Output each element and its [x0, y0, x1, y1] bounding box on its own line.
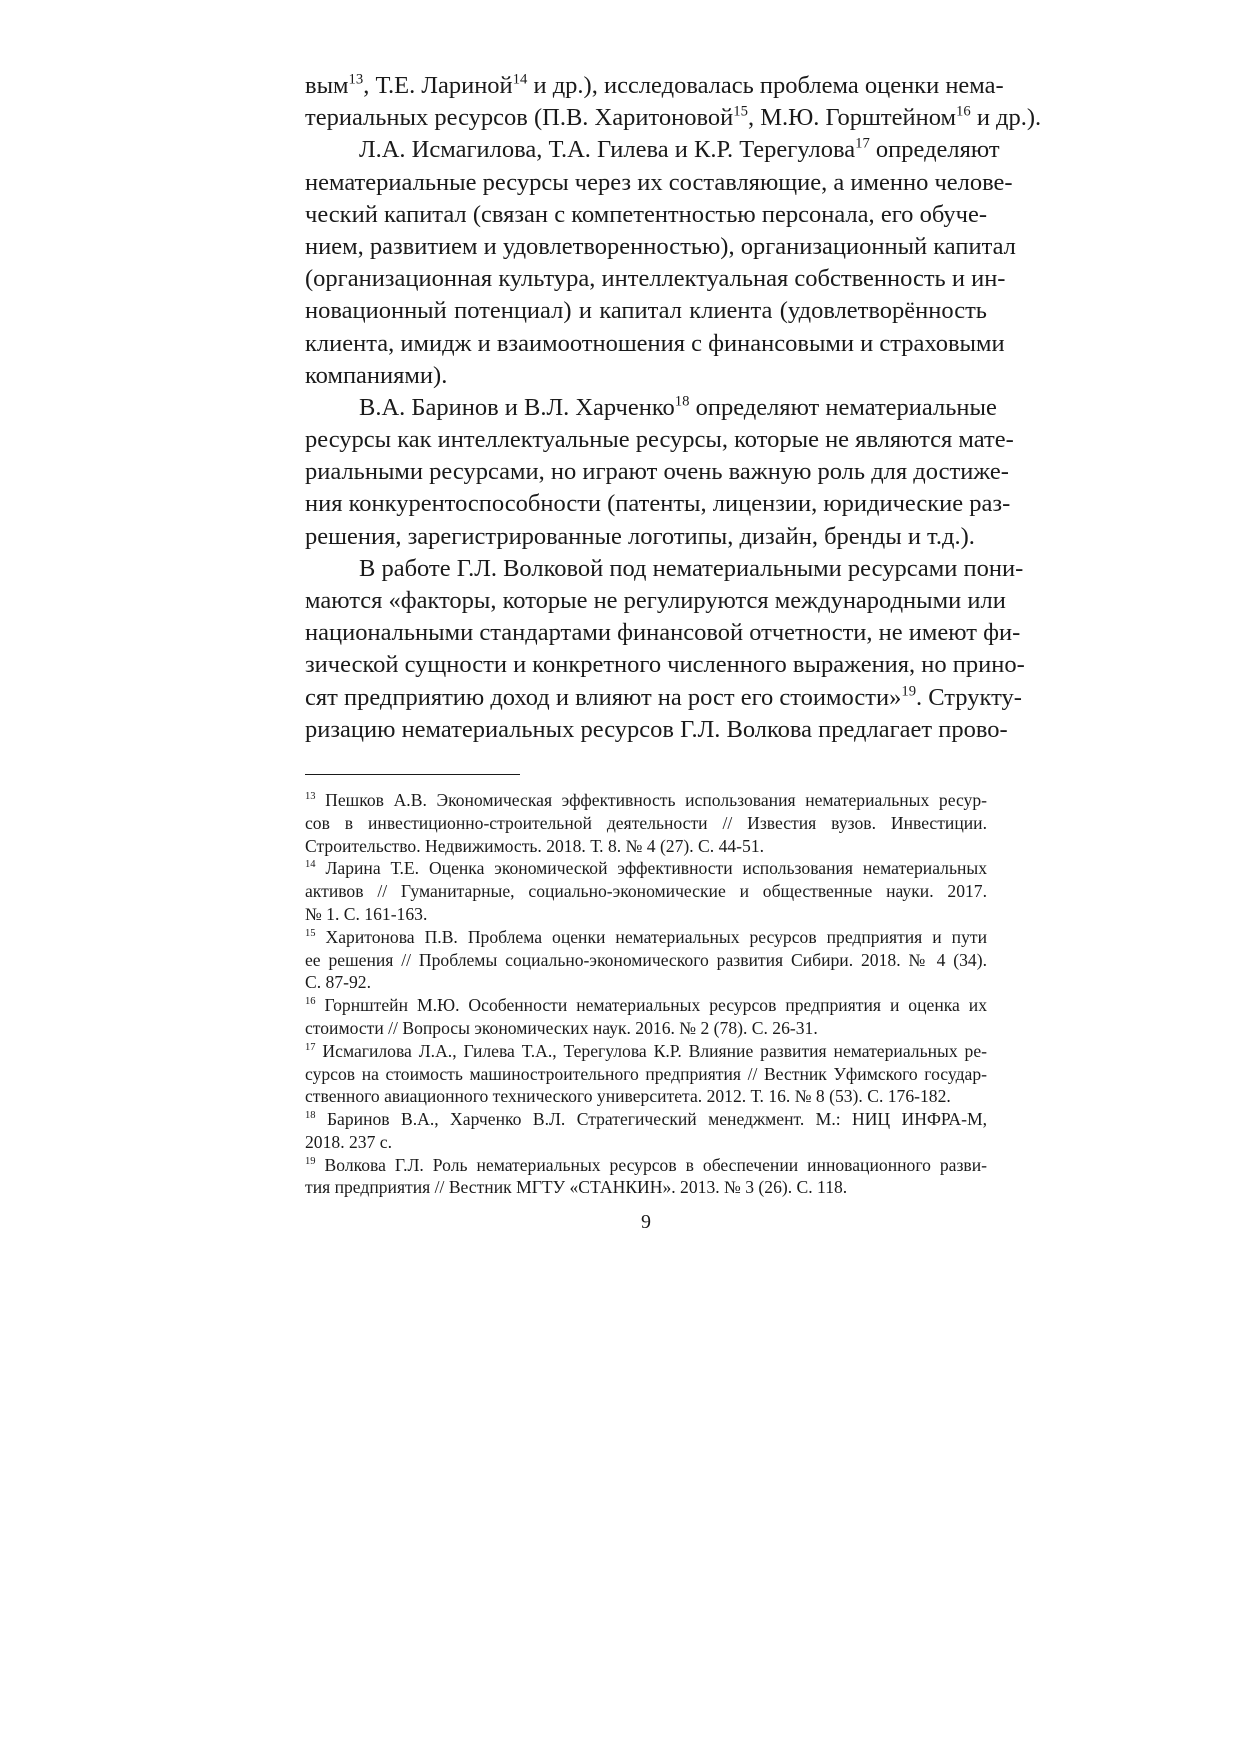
text-line — [305, 328, 1005, 360]
text-line — [305, 682, 1022, 714]
footnote-line — [305, 1063, 987, 1086]
text-line — [305, 649, 1025, 681]
text-line — [305, 263, 1006, 295]
footnote-ref: 19 — [901, 683, 917, 700]
text-line — [305, 102, 1042, 134]
text-run: Пешков А.В. Экономическая эффективность использования нематериальных ресур- — [315, 789, 987, 810]
text-line — [305, 714, 1008, 746]
text-run: , М.Ю. Горштейном — [747, 104, 956, 132]
footnote — [305, 994, 987, 1040]
footnote — [305, 857, 987, 925]
text-run: Баринов В.А., Харченко В.Л. Стратегический менеджмент. М.: НИЦ ИНФРА-М, — [315, 1109, 987, 1130]
text-run: национальными стандартами финансовой отчетности, не имеют фи- — [305, 619, 1021, 647]
text-run: маются «факторы, которые не регулируются международными или — [305, 587, 1006, 614]
page-number: 9 — [641, 1211, 651, 1234]
text-run: Л.А. Исмагилова, Т.А. Гилева и К.Р. Терегулова — [359, 136, 856, 164]
text-run: риальными ресурсами, но играют очень важную роль для достиже- — [305, 458, 1009, 486]
footnote-line — [305, 971, 987, 994]
text-run: сят предприятию доход и влияют на рост его стоимости» — [305, 683, 902, 711]
text-run: ческий капитал (связан с компетентностью персонала, его обуче- — [305, 200, 987, 228]
text-run: ния конкурентоспособности (патенты, лицензии, юридические раз- — [305, 490, 1011, 518]
text-run: тия предприятия // Вестник МГТУ «СТАНКИН». 2013. № 3 (26). С. 118. — [305, 1177, 848, 1198]
text-run: новационный потенциал) и капитал клиента (удовлетворённость — [305, 297, 987, 325]
text-run: С. 87-92. — [305, 972, 371, 993]
footnote-ref: 19 — [305, 1155, 316, 1167]
text-run: № 1. С. 161-163. — [305, 903, 428, 924]
text-run: ресурсы как интеллектуальные ресурсы, которые не являются мате- — [305, 426, 1014, 454]
footnote-ref: 15 — [733, 103, 748, 120]
text-run: зической сущности и конкретного численного выражения, но прино- — [305, 651, 1025, 679]
paragraph — [305, 134, 1016, 392]
text-line — [305, 521, 987, 553]
footnote-line — [305, 1154, 987, 1177]
footnote-line — [305, 903, 987, 926]
footnote-ref: 14 — [305, 859, 316, 871]
text-run: определяют нематериальные — [689, 393, 997, 421]
text-run: нематериальные ресурсы через их составляющие, а именно челове- — [305, 168, 1013, 196]
text-line — [305, 70, 1004, 102]
text-run: териальных ресурсов (П.В. Харитоновой — [305, 104, 734, 132]
text-run: клиента, имидж и взаимоотношения с финансовыми и страховыми — [305, 329, 1005, 357]
text-run: 2018. 237 с. — [305, 1131, 392, 1152]
footnote-line — [305, 1108, 987, 1131]
footnote-line — [305, 1176, 987, 1199]
text-run: сурсов на стоимость машиностроительного предприятия // Вестник Уфимского государ- — [305, 1063, 987, 1084]
footnote-separator — [305, 774, 520, 775]
footnote-ref: 13 — [348, 71, 364, 88]
footnote-ref: 17 — [855, 135, 870, 152]
text-line — [305, 553, 1024, 585]
text-run: Ларина Т.Е. Оценка экономической эффективности использования нематериальных — [315, 858, 987, 879]
main-text — [305, 70, 1042, 746]
footnote-line — [305, 926, 987, 949]
text-run: решения, зарегистрированные логотипы, дизайн, бренды и т.д.). — [305, 522, 975, 550]
footnote-line — [305, 812, 987, 835]
footnote — [305, 789, 987, 857]
text-run: сов в инвестиционно-строительной деятельности // Известия вузов. Инвестиции. — [305, 812, 987, 833]
text-run: ее решения // Проблемы социально-экономического развития Сибири. 2018. № 4 (34). — [305, 949, 987, 970]
text-run: Горнштейн М.Ю. Особенности нематериальных ресурсов предприятия и оценка их — [315, 995, 987, 1016]
text-line — [305, 585, 1006, 617]
text-line — [305, 134, 1000, 166]
text-run: Строительство. Недвижимость. 2018. Т. 8. № 4 (27). С. 44-51. — [305, 835, 765, 856]
footnote-ref: 18 — [305, 1110, 316, 1122]
text-run: стоимости // Вопросы экономических наук. 2016. № 2 (78). С. 26-31. — [305, 1017, 818, 1038]
footnote — [305, 926, 987, 994]
text-line — [305, 424, 1014, 456]
paragraph — [305, 553, 1025, 746]
footnote-ref: 16 — [305, 996, 316, 1008]
text-line — [305, 488, 1011, 520]
footnote-ref: 18 — [674, 393, 690, 410]
text-run: активов // Гуманитарные, социально-экономические и общественные науки. 2017. — [305, 881, 987, 902]
footnotes — [305, 789, 987, 1199]
text-line — [305, 295, 987, 327]
text-run: . Структу- — [916, 683, 1022, 711]
text-run: В.А. Баринов и В.Л. Харченко — [359, 393, 675, 421]
footnote-line — [305, 789, 987, 812]
footnote-line — [305, 857, 987, 880]
text-run: Волкова Г.Л. Роль нематериальных ресурсов в обеспечении инновационного разви- — [315, 1154, 987, 1175]
text-line — [305, 167, 1013, 199]
text-run: Исмагилова Л.А., Гилева Т.А., Терегулова К.Р. Влияние развития нематериальных ре- — [315, 1040, 987, 1061]
text-run: нием, развитием и удовлетворенностью), организационный капитал — [305, 232, 1016, 260]
footnote-ref: 15 — [305, 927, 316, 939]
text-run: и др.). — [970, 104, 1042, 132]
footnote-ref: 14 — [512, 71, 528, 88]
paragraph — [305, 392, 1014, 553]
footnote-ref: 17 — [305, 1041, 316, 1053]
footnote-ref: 16 — [956, 103, 971, 120]
footnote-line — [305, 949, 987, 972]
footnote-line — [305, 1040, 987, 1063]
text-line — [305, 456, 1009, 488]
text-run: вым — [305, 72, 349, 99]
text-run: Харитонова П.В. Проблема оценки нематериальных ресурсов предприятия и пути — [315, 926, 987, 947]
footnote-line — [305, 994, 987, 1017]
footnote — [305, 1108, 987, 1154]
footnote-line — [305, 1085, 987, 1108]
footnote-line — [305, 880, 987, 903]
text-run: ризацию нематериальных ресурсов Г.Л. Волкова предлагает прово- — [305, 715, 1008, 743]
paragraph — [305, 70, 1042, 134]
text-run: (организационная культура, интеллектуальная собственность и ин- — [305, 265, 1006, 293]
footnote-line — [305, 1017, 987, 1040]
text-line — [305, 360, 987, 392]
text-line — [305, 617, 1021, 649]
document-page — [305, 70, 1042, 1234]
footnote-line — [305, 1131, 987, 1154]
text-line — [305, 231, 1016, 263]
text-run: и др.), исследовалась проблема оценки нема- — [527, 72, 1004, 99]
text-run: В работе Г.Л. Волковой под нематериальными ресурсами пони- — [359, 554, 1024, 582]
text-run: ственного авиационного технического университета. 2012. Т. 16. № 8 (53). С. 176-182. — [305, 1086, 951, 1107]
footnote-line — [305, 835, 987, 858]
text-line — [305, 392, 997, 424]
text-line — [305, 199, 987, 231]
footnote-ref: 13 — [305, 791, 316, 803]
text-run: , Т.Е. Лариной — [363, 72, 513, 99]
text-run: компаниями). — [305, 361, 448, 389]
text-run: определяют — [869, 136, 1000, 164]
footnote — [305, 1154, 987, 1200]
footnote — [305, 1040, 987, 1108]
